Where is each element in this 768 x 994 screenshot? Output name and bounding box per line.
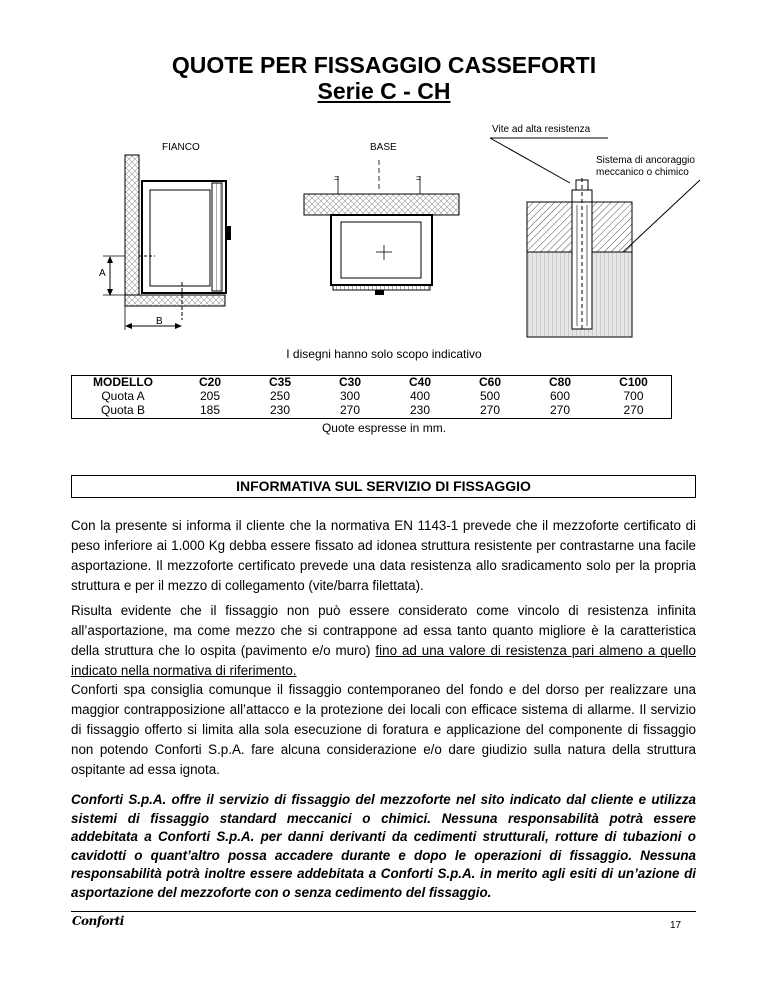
table-cell: 185 bbox=[199, 403, 221, 417]
conforti-logo: Conforti bbox=[72, 914, 124, 928]
paragraph-2-underlined: fino ad una valore di resistenza pari almeno a quello indicato nella normativa di riferimento. bbox=[71, 643, 696, 678]
page-number: 17 bbox=[670, 920, 682, 931]
base-view bbox=[304, 160, 459, 295]
header-cell: C40 bbox=[408, 375, 431, 389]
table-cell: 230 bbox=[409, 403, 431, 417]
label-dimension-a: A bbox=[99, 268, 106, 279]
table-cell: 230 bbox=[269, 403, 291, 417]
label-base: BASE bbox=[370, 142, 397, 153]
header-cell: MODELLO bbox=[93, 375, 153, 389]
table-cell: 300 bbox=[339, 389, 361, 403]
header-cell: C80 bbox=[548, 375, 571, 389]
header-cell: C60 bbox=[478, 375, 501, 389]
header-cell: C100 bbox=[619, 375, 648, 389]
label-sistema-line1: Sistema di ancoraggio bbox=[596, 155, 695, 166]
page-subtitle: Serie C - CH bbox=[317, 78, 451, 104]
paragraph-4: Conforti S.p.A. offre il servizio di fissaggio del mezzoforte nel sito indicato dal cliente e utilizza sistemi di fissaggio standard meccanici o chimici. Nessuna responsabilità potrà essere addebitata a Conforti S.p.A. per danni derivanti da cedimenti strutturali, rotture di tubazioni o cavidotti o quant’altro possa accadere durante e dopo le operazioni di fissaggio. Nessuna responsabilità potrà inoltre essere addebitata a Conforti S.p.A. in merito agli esiti di un’azione di asportazione del mezzoforte con o senza cedimento del fissaggio. bbox=[71, 792, 696, 900]
page-title: QUOTE PER FISSAGGIO CASSEFORTI bbox=[171, 52, 597, 78]
table-header-row bbox=[71, 375, 672, 389]
table-cell: 270 bbox=[339, 403, 361, 417]
units-note: Quote espresse in mm. bbox=[321, 421, 447, 435]
header-cell: C20 bbox=[198, 375, 221, 389]
label-dimension-b: B bbox=[156, 316, 163, 327]
section-heading: INFORMATIVA SUL SERVIZIO DI FISSAGGIO bbox=[71, 475, 696, 498]
table-cell: 400 bbox=[409, 389, 431, 403]
table-cell: 270 bbox=[549, 403, 571, 417]
label-vite: Vite ad alta resistenza bbox=[492, 124, 591, 135]
table-cell: 270 bbox=[479, 403, 501, 417]
table-cell: Quota A bbox=[101, 389, 145, 403]
header-cell: C30 bbox=[338, 375, 361, 389]
paragraph-1: Con la presente si informa il cliente che la normativa EN 1143-1 prevede che il mezzoforte certificato di peso inferiore ai 1.000 Kg debba essere fissato ad idonea struttura resistente per contrastarne una facile asportazione. Il mezzoforte certificato prevede una data resistenza allo sradicamento solo per la propria struttura e per il mezzo di collegamento (vite/barra filettata). bbox=[71, 518, 696, 593]
fixing-diagram bbox=[0, 0, 768, 345]
header-cell: C35 bbox=[268, 375, 291, 389]
diagram-note: I disegni hanno solo scopo indicativo bbox=[286, 347, 482, 361]
table-cell: 250 bbox=[269, 389, 291, 403]
paragraph-2 bbox=[71, 601, 696, 681]
paragraph-3: Conforti spa consiglia comunque il fissaggio contemporaneo del fondo e del dorso per realizzare una maggior contrapposizione all’attacco e la protezione dei locali con efficace sistema di allarme. Il servizio di fissaggio offerto si limita alla sola esecuzione di foratura e applicazione del componente di fissaggio non potendo Conforti S.p.A. fare alcuna considerazione e/o dare giudizio sulla natura della struttura ospitante ad essa ignota. bbox=[71, 682, 696, 777]
svg-text:=: = bbox=[334, 173, 340, 183]
side-view bbox=[103, 155, 231, 330]
table-row bbox=[71, 403, 672, 417]
table-cell: 270 bbox=[623, 403, 644, 417]
table-cell: 700 bbox=[623, 389, 644, 403]
table-cell: 600 bbox=[549, 389, 571, 403]
label-fianco: FIANCO bbox=[162, 142, 200, 153]
table-cell: 500 bbox=[479, 389, 501, 403]
svg-text:=: = bbox=[416, 173, 422, 183]
table-row bbox=[71, 389, 672, 403]
label-sistema-line2: meccanico o chimico bbox=[596, 167, 689, 178]
paragraph-2-text: Risulta evidente che il fissaggio non può essere considerato come vincolo di resistenza infinita all’asportazione, ma come mezzo che si contrappone ad essa tanto quanto migliore è la caratteristica della struttura che lo ospita (pavimento e/o muro) bbox=[71, 603, 696, 658]
quote-table bbox=[71, 375, 672, 417]
table-cell: 205 bbox=[199, 389, 221, 403]
footer-divider bbox=[71, 911, 696, 912]
table-cell: Quota B bbox=[100, 403, 146, 417]
